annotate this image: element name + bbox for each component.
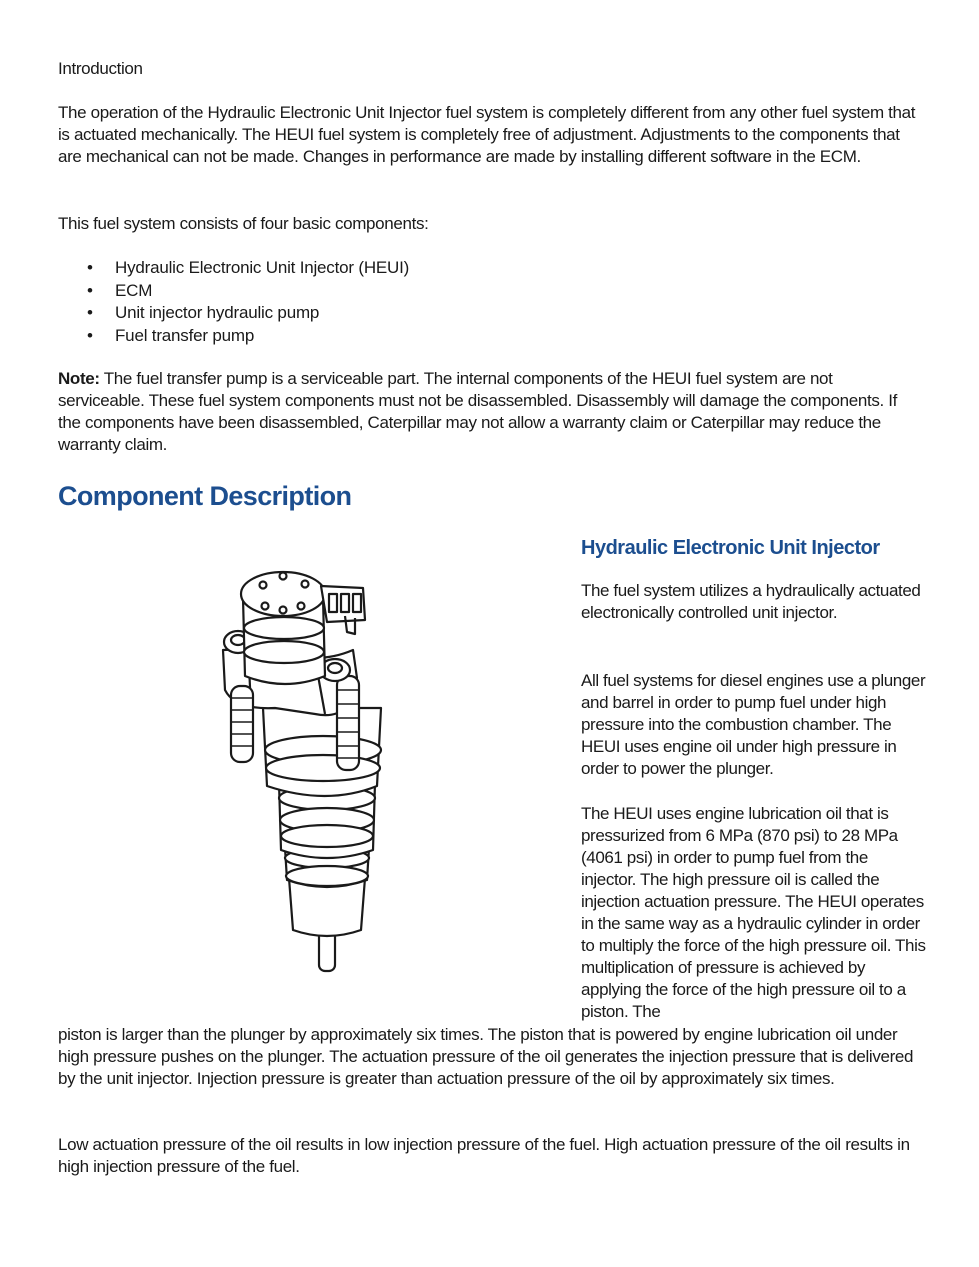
list-item: • Hydraulic Electronic Unit Injector (HEUI) [115,257,409,280]
intro-paragraph: The operation of the Hydraulic Electronic Unit Injector fuel system is completely different from any other fuel system that is actuated mechanically. The HEUI fuel system is completely free of adjustment. Adjustments to the components that are mechanical can not be made. Changes in performance are made by installing different software in the ECM. [58,103,916,166]
closing-paragraph: Low actuation pressure of the oil results in low injection pressure of the fuel. High actuation pressure of the oil results in high injection pressure of the fuel. [58,1135,910,1176]
column-paragraph-3: The HEUI uses engine lubrication oil that is pressurized from 6 MPa (870 psi) to 28 MPa (4061 psi) in order to pump fuel from the injector. The high pressure oil is called the injection actuation pressure. The HEUI operates in the same way as a hydraulic cylinder in order to multiply the force of the high pressure oil. This multiplication of pressure is achieved by applying the force of the high pressure oil to a piston. The [581,804,926,1021]
section-title: Component Description [58,481,352,511]
list-item: • Unit injector hydraulic pump [115,302,409,325]
note-paragraph [58,368,923,456]
column-paragraph-1: The fuel system utilizes a hydraulically actuated electronically controlled unit injector. [581,581,921,622]
column-paragraph-2: All fuel systems for diesel engines use a plunger and barrel in order to pump fuel under high pressure into the combustion chamber. The HEUI uses engine oil under high pressure in order to power the plunger. [581,671,926,778]
injector-illustration [205,558,385,978]
subsection-title: Hydraulic Electronic Unit Injector [581,537,880,559]
note-label: Note: [58,369,100,388]
components-list [58,257,409,347]
list-item: • Fuel transfer pump [115,325,409,348]
note-text: The fuel transfer pump is a serviceable part. The internal components of the HEUI fuel system are not serviceable. These fuel system components must not be disassembled. Disassembly will damage the components. If the components have been disassembled, Caterpillar may not allow a warranty claim or Caterpillar may reduce the warranty claim. [58,369,897,454]
intro-heading: Introduction [58,59,143,78]
list-item: • ECM [115,280,409,303]
continuation-paragraph: piston is larger than the plunger by approximately six times. The piston that is powered by engine lubrication oil under high pressure pushes on the plunger. The actuation pressure of the oil generates the injection pressure that is delivered by the unit injector. Injection pressure is greater than actuation pressure of the oil by approximately six times. [58,1025,914,1088]
components-intro: This fuel system consists of four basic components: [58,214,429,233]
